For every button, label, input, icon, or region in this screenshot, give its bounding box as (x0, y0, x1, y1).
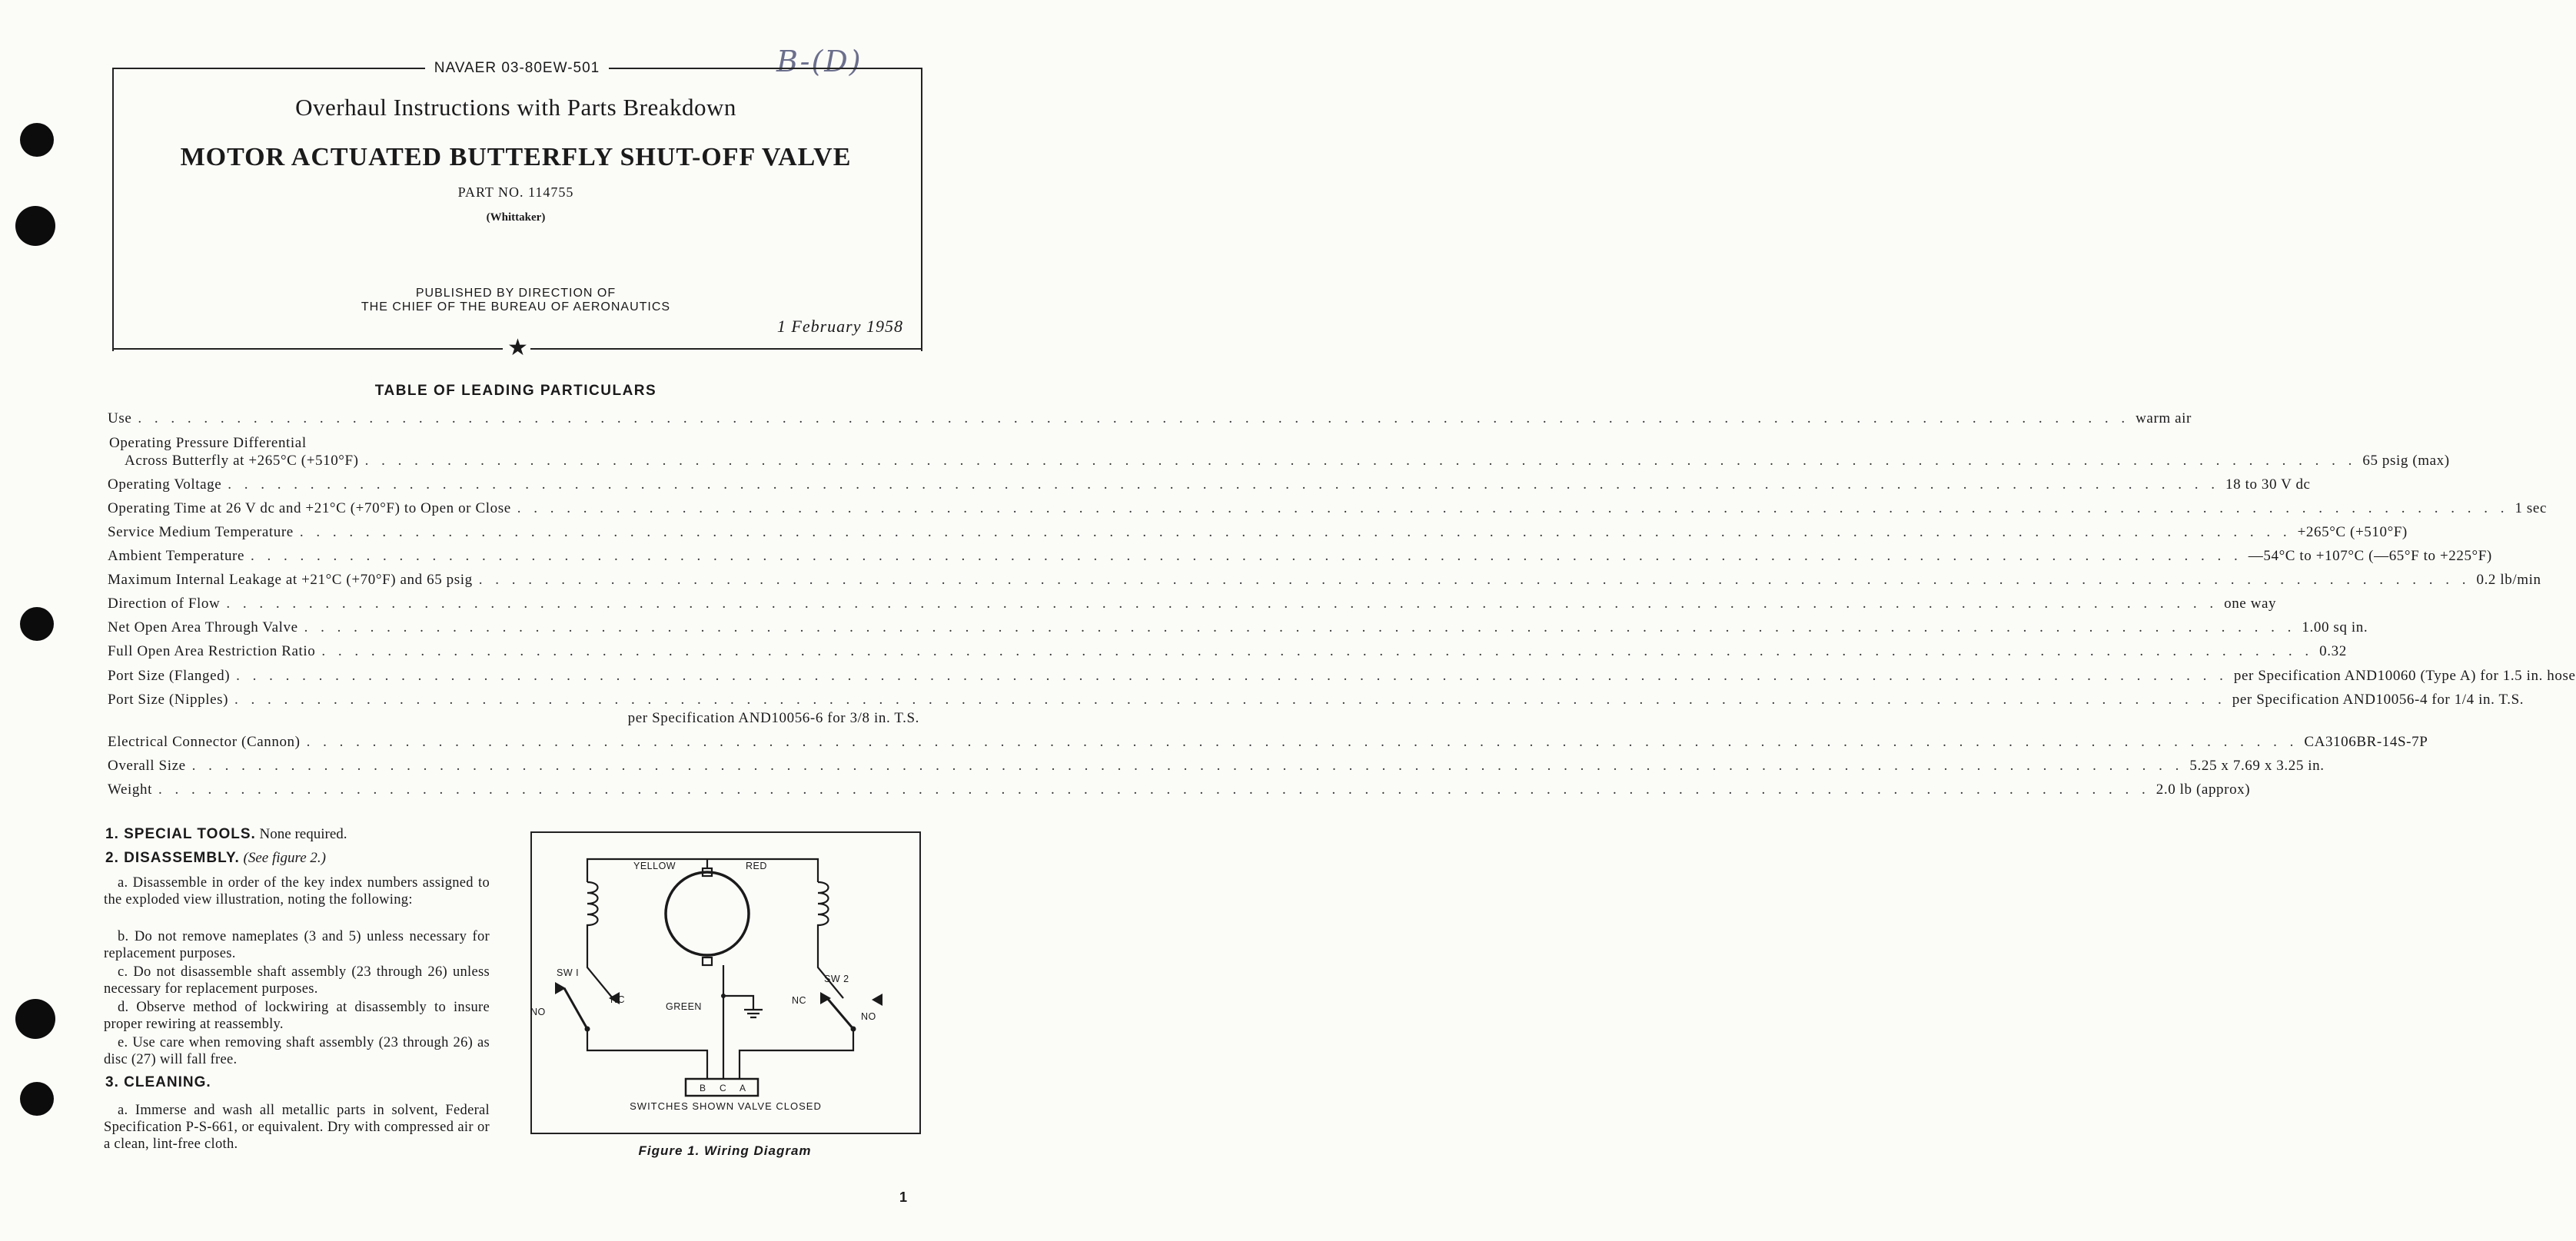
part-number: PART NO. 114755 (457, 184, 574, 200)
doc-title: Overhaul Instructions with Parts Breakdown (295, 94, 736, 121)
header-rule-left (112, 348, 503, 350)
switch-note: SWITCHES SHOWN VALVE CLOSED (630, 1100, 822, 1112)
no-right-arrow-icon (872, 994, 882, 1006)
paragraph: e. Use care when removing shaft assembly (23 through 26) as disc (27) will fall free. (104, 1035, 490, 1067)
binder-hole (15, 206, 55, 246)
publisher: PUBLISHED BY DIRECTION OF THE CHIEF OF THE BUREAU OF AERONAUTICS (361, 287, 671, 314)
wiring-diagram (532, 833, 919, 1133)
figure-caption: Figure 1. Wiring Diagram (638, 1143, 812, 1158)
ground-icon (744, 1010, 763, 1017)
particular-row: Operating Time at 26 V dc and +21°C (+70°F) to Open or Close . . . 1 sec (108, 500, 919, 522)
sw1-wire (587, 1029, 707, 1079)
sw2-blade (827, 998, 853, 1029)
sw2-label: SW 2 (824, 974, 849, 984)
publish-date: 1 February 1958 (776, 317, 903, 336)
pin-b-label: B (700, 1083, 706, 1093)
paragraph: b. Do not remove nameplates (3 and 5) unless necessary for replacement purposes. (104, 929, 490, 961)
star-icon: ★ (507, 335, 528, 360)
ground-wire (723, 996, 753, 1010)
particular-row: Maximum Internal Leakage at +21°C (+70°F) and 65 psig . . . 0.2 lb/min (108, 572, 919, 593)
header-rule-right (530, 348, 921, 350)
pin-c-label: C (720, 1083, 727, 1093)
page-number: 1 (899, 1190, 908, 1205)
table-title: TABLE OF LEADING PARTICULARS (374, 383, 657, 399)
particular-row: Service Medium Temperature . . . +265°C (+510°F) (108, 524, 919, 546)
handwritten-stamp: B-(D) (776, 45, 863, 78)
particular-row: Weight . . . 2.0 lb (approx) (108, 781, 919, 803)
doc-subtitle: MOTOR ACTUATED BUTTERFLY SHUT-OFF VALVE (180, 143, 852, 171)
binder-hole (20, 1082, 54, 1116)
doc-number: NAVAER 03-80EW-501 (0, 60, 1034, 77)
particular-row: Port Size (Flanged) . . . per Specification AND10060 (Type A) for 1.5 in. hose (108, 668, 919, 689)
manufacturer: (Whittaker) (486, 211, 546, 224)
paragraph: d. Observe method of lockwiring at disassembly to insure proper rewiring at reassembly. (104, 1000, 490, 1032)
particular-row: Ambient Temperature . . . —54°C to +107°C (—65°F to +225°F) (108, 548, 919, 569)
sw1-contact (585, 1027, 590, 1032)
no-left-arrow-icon (555, 982, 566, 994)
yellow-label: YELLOW (633, 861, 676, 871)
section-heading: 2. DISASSEMBLY. (See figure 2.) (105, 850, 326, 866)
sw1-label: SW I (557, 967, 580, 978)
green-label: GREEN (666, 1001, 702, 1012)
section-heading: 1. SPECIAL TOOLS. None required. (105, 826, 347, 842)
section-heading: 3. CLEANING. (105, 1074, 211, 1090)
wiring-diagram-frame (530, 831, 921, 1134)
particular-row: Across Butterfly at +265°C (+510°F) . . . 65 psig (max) (125, 453, 919, 474)
motor-symbol (666, 872, 749, 955)
particular-row: Overall Size . . . 5.25 x 7.69 x 3.25 in. (108, 758, 919, 779)
particular-value: per Specification AND10056-6 for 3/8 in. T.S. (627, 710, 919, 726)
junction-dot (721, 994, 726, 998)
red-label: RED (746, 861, 767, 871)
paragraph: a. Immerse and wash all metallic parts in solvent, Federal Specification P-S-661, or equivalent. Dry with compressed air or a clean, lint-free cloth. (104, 1103, 490, 1152)
particular-label: Operating Pressure Differential (109, 435, 307, 451)
binder-hole (20, 607, 54, 641)
particular-row: Full Open Area Restriction Ratio . . . 0.32 (108, 643, 919, 665)
binder-hole (20, 123, 54, 157)
particular-row: Operating Voltage . . . 18 to 30 V dc (108, 476, 919, 498)
binder-hole (15, 999, 55, 1039)
nc-left-label: NC (610, 994, 626, 1005)
sw1-blade (564, 988, 587, 1029)
particular-row: Direction of Flow . . . one way (108, 596, 919, 617)
motor-brush-bottom (703, 957, 712, 965)
nc-right-label: NC (792, 995, 807, 1006)
no-left-label: NO (530, 1007, 546, 1017)
paragraph: c. Do not disassemble shaft assembly (23 through 26) unless necessary for replacement purposes. (104, 964, 490, 997)
sw2-contact (851, 1027, 856, 1032)
particular-row: Port Size (Nipples) . . . per Specification AND10056-4 for 1/4 in. T.S. (108, 692, 919, 713)
particular-row: Use . . . warm air (108, 410, 919, 432)
particular-row: Net Open Area Through Valve . . . 1.00 sq in. (108, 619, 919, 641)
pin-a-label: A (740, 1083, 746, 1093)
sw2-wire (740, 1029, 853, 1079)
no-right-label: NO (861, 1011, 876, 1022)
left-field-coil (587, 882, 613, 998)
paragraph: a. Disassemble in order of the key index numbers assigned to the exploded view illustration, noting the following: (104, 875, 490, 908)
particular-row: Electrical Connector (Cannon) . . . CA3106BR-14S-7P (108, 734, 919, 755)
